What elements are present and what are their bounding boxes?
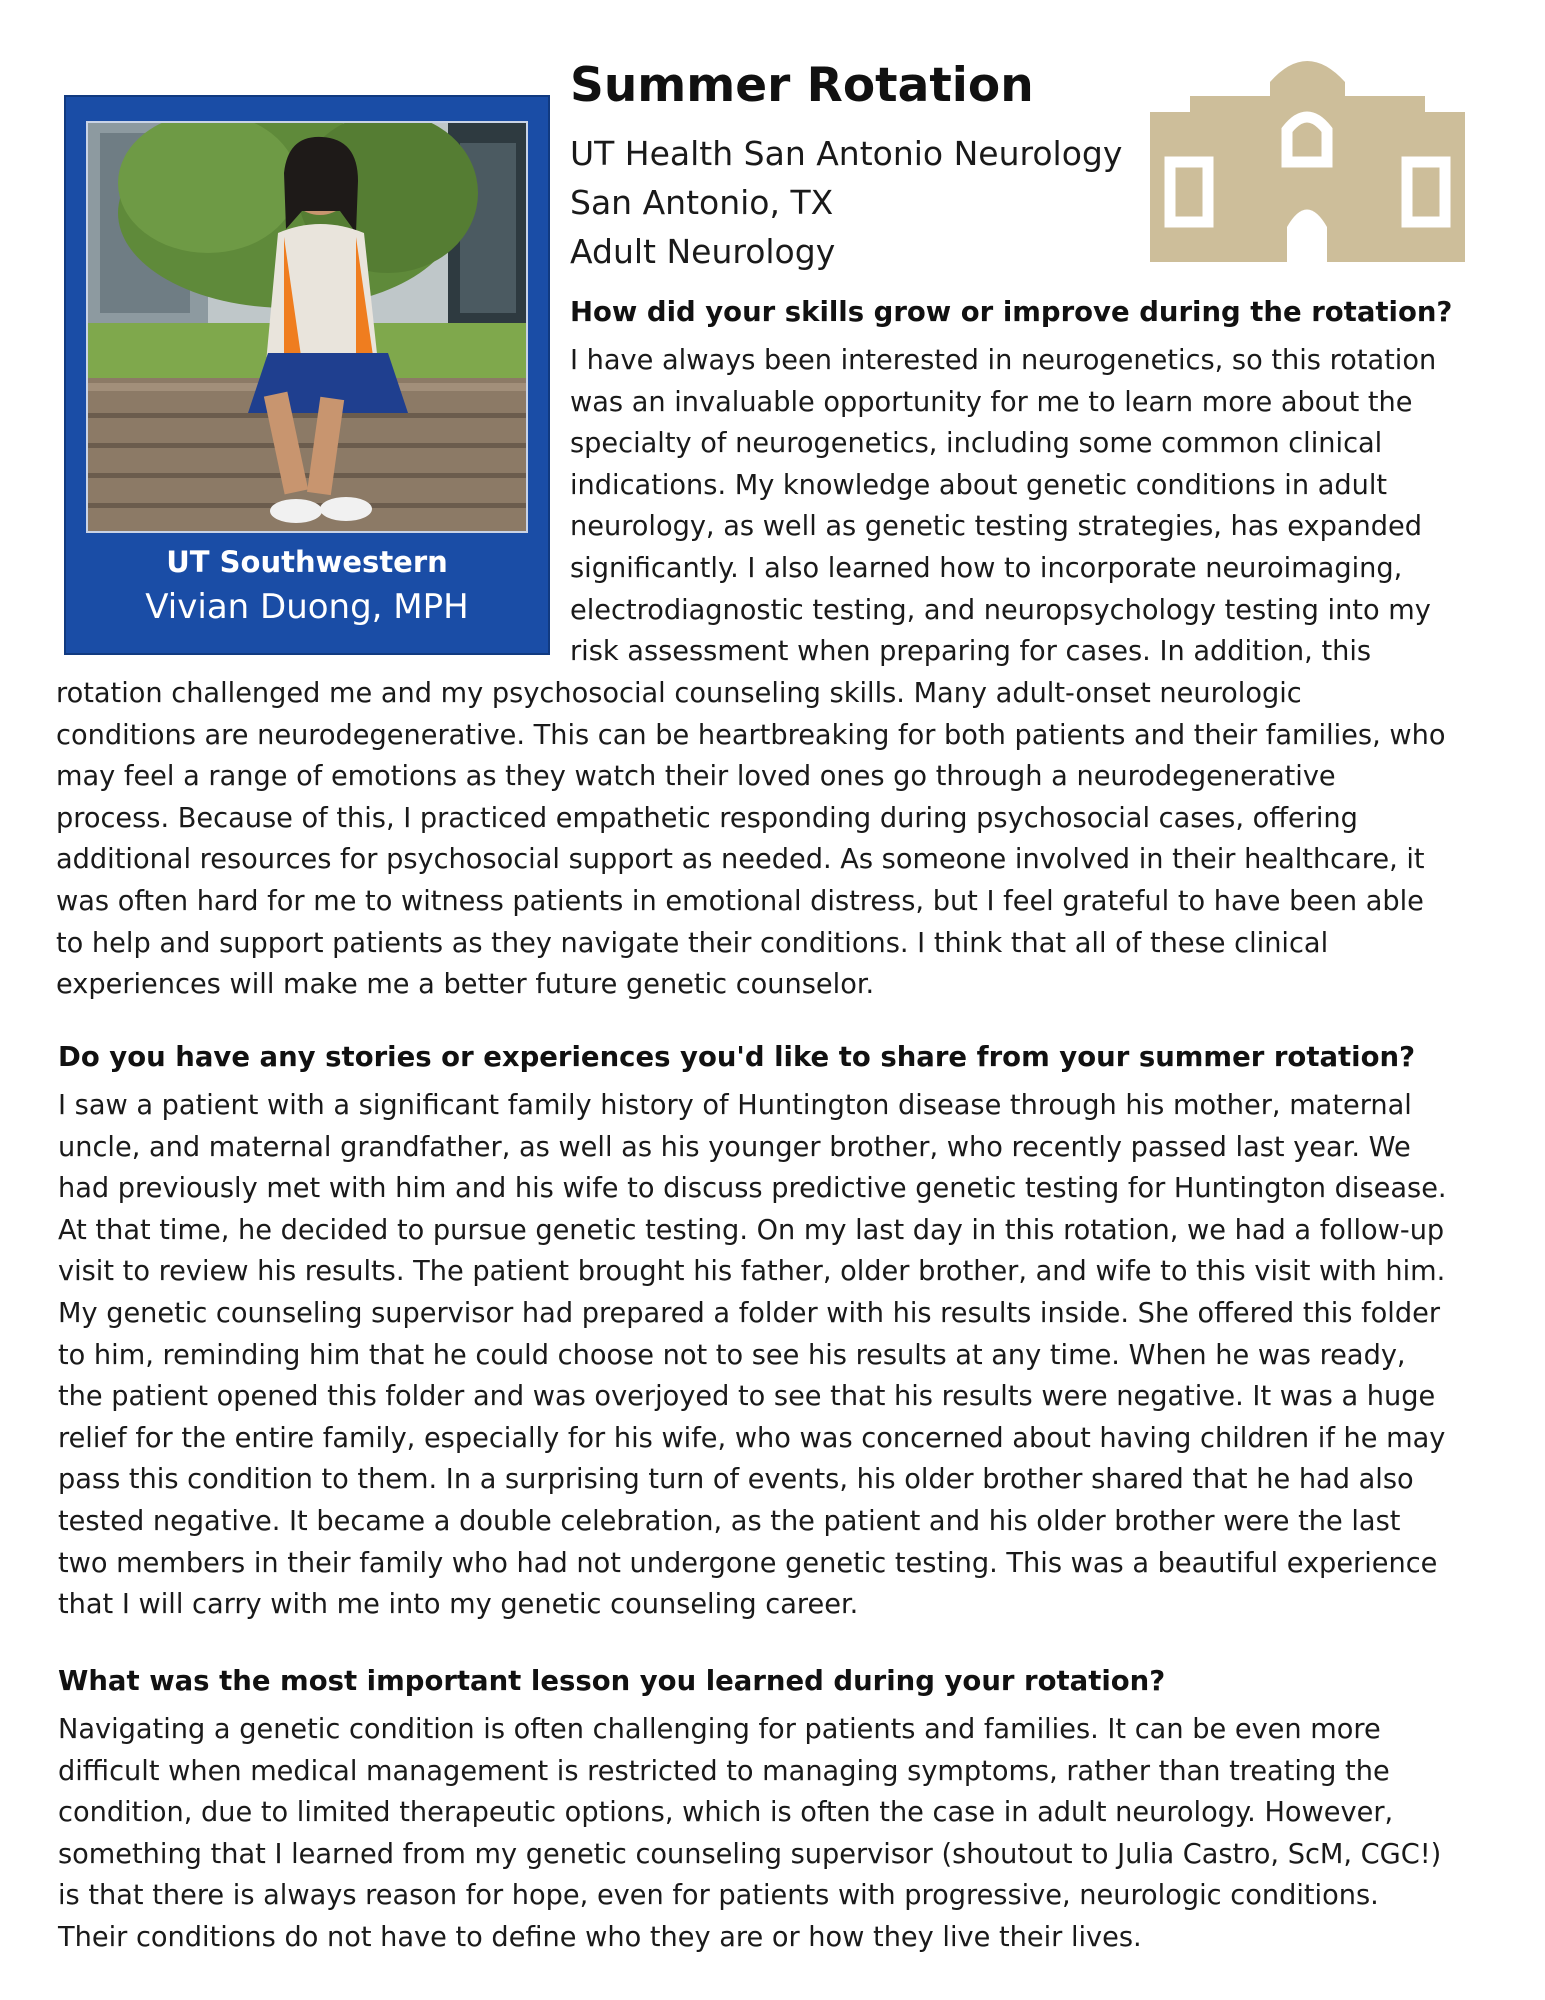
answer-line: Their conditions do not have to define who they are or how they live their lives. — [58, 1921, 1142, 1953]
student-name: Vivian Duong, MPH — [145, 587, 469, 627]
profile-photo — [86, 121, 528, 533]
answer-line: two members in their family who had not undergone genetic testing. This was a beautiful experience — [58, 1547, 1438, 1579]
answer-line: is that there is always reason for hope, even for patients with progressive, neurologic conditions. — [58, 1880, 1379, 1912]
answer-lesson — [58, 1709, 1498, 1959]
answer-line: electrodiagnostic testing, and neuropsychology testing into my — [570, 594, 1431, 626]
answer-line: to help and support patients as they navigate their conditions. I think that all of these clinical — [56, 927, 1329, 959]
answer-line: neurology, as well as genetic testing strategies, has expanded — [570, 511, 1422, 543]
answer-skills-continued — [56, 673, 1501, 1006]
answer-line: was an invaluable opportunity for me to learn more about the — [570, 386, 1413, 418]
answer-line: the patient opened this folder and was overjoyed to see that his results were negative. It was a huge — [58, 1381, 1436, 1413]
answer-line: condition, due to limited therapeutic options, which is often the case in adult neurology. However, — [58, 1797, 1394, 1829]
answer-line: risk assessment when preparing for cases. In addition, this — [570, 636, 1372, 668]
question-stories: Do you have any stories or experiences you'd like to share from your summer rotation? — [58, 1041, 1416, 1073]
answer-line: may feel a range of emotions as they watch their loved ones go through a neurodegenerative — [56, 761, 1336, 793]
page-title: Summer Rotation — [570, 58, 1034, 113]
answer-line: My genetic counseling supervisor had prepared a folder with his results inside. She offered this folder — [58, 1297, 1441, 1329]
answer-line: Navigating a genetic condition is often challenging for patients and families. It can be even more — [58, 1714, 1381, 1745]
alamo-icon — [1150, 52, 1465, 262]
school-label: UT Southwestern — [166, 545, 448, 579]
answer-line: conditions are neurodegenerative. This can be heartbreaking for both patients and their families, who — [56, 719, 1446, 751]
answer-line: was often hard for me to witness patients in emotional distress, but I feel grateful to have been able — [56, 885, 1424, 917]
rotation-site: UT Health San Antonio Neurology — [570, 134, 1123, 173]
answer-stories — [58, 1085, 1498, 1626]
answer-line: experiences will make me a better future genetic counselor. — [56, 969, 875, 1001]
answer-skills-intro — [570, 340, 1490, 673]
answer-line: uncle, and maternal grandfather, as well as his younger brother, who recently passed last year. We — [58, 1131, 1411, 1163]
answer-line: difficult when medical management is restricted to managing symptoms, rather than treating the — [58, 1755, 1390, 1787]
portrait-illustration — [88, 123, 526, 531]
rotation-specialty: Adult Neurology — [570, 232, 836, 271]
answer-line: relief for the entire family, especially for his wife, who was concerned about having children if he may — [58, 1422, 1446, 1454]
answer-line: tested negative. It became a double celebration, as the patient and his older brother were the last — [58, 1505, 1401, 1537]
answer-line: indications. My knowledge about genetic conditions in adult — [570, 469, 1388, 501]
rotation-location: San Antonio, TX — [570, 183, 834, 222]
profile-card — [64, 95, 550, 655]
answer-line: to him, reminding him that he could choose not to see his results at any time. When he was ready, — [58, 1339, 1406, 1371]
answer-line: had previously met with him and his wife to discuss predictive genetic testing for Huntington disease. — [58, 1173, 1447, 1205]
answer-line: I have always been interested in neurogenetics, so this rotation — [570, 345, 1437, 376]
answer-line: something that I learned from my genetic counseling supervisor (shoutout to Julia Castro, ScM, CGC!) — [58, 1838, 1442, 1870]
answer-line: visit to review his results. The patient brought his father, older brother, and wife to this visit with him. — [58, 1256, 1446, 1288]
answer-line: that I will carry with me into my genetic counseling career. — [58, 1589, 859, 1621]
question-skills: How did your skills grow or improve during the rotation? — [570, 296, 1453, 328]
answer-line: significantly. I also learned how to incorporate neuroimaging, — [570, 552, 1403, 584]
answer-line: process. Because of this, I practiced empathetic responding during psychosocial cases, offering — [56, 802, 1358, 834]
answer-line: specialty of neurogenetics, including some common clinical — [570, 428, 1383, 460]
answer-line: I saw a patient with a significant family history of Huntington disease through his mother, maternal — [58, 1090, 1412, 1121]
answer-line: pass this condition to them. In a surprising turn of events, his older brother shared that he had also — [58, 1464, 1414, 1496]
answer-line: At that time, he decided to pursue genetic testing. On my last day in this rotation, we had a follow-up — [58, 1214, 1445, 1246]
answer-line: additional resources for psychosocial support as needed. As someone involved in their healthcare, it — [56, 844, 1425, 876]
answer-line: rotation challenged me and my psychosocial counseling skills. Many adult-onset neurologic — [56, 678, 1302, 709]
question-lesson: What was the most important lesson you learned during your rotation? — [58, 1665, 1166, 1697]
